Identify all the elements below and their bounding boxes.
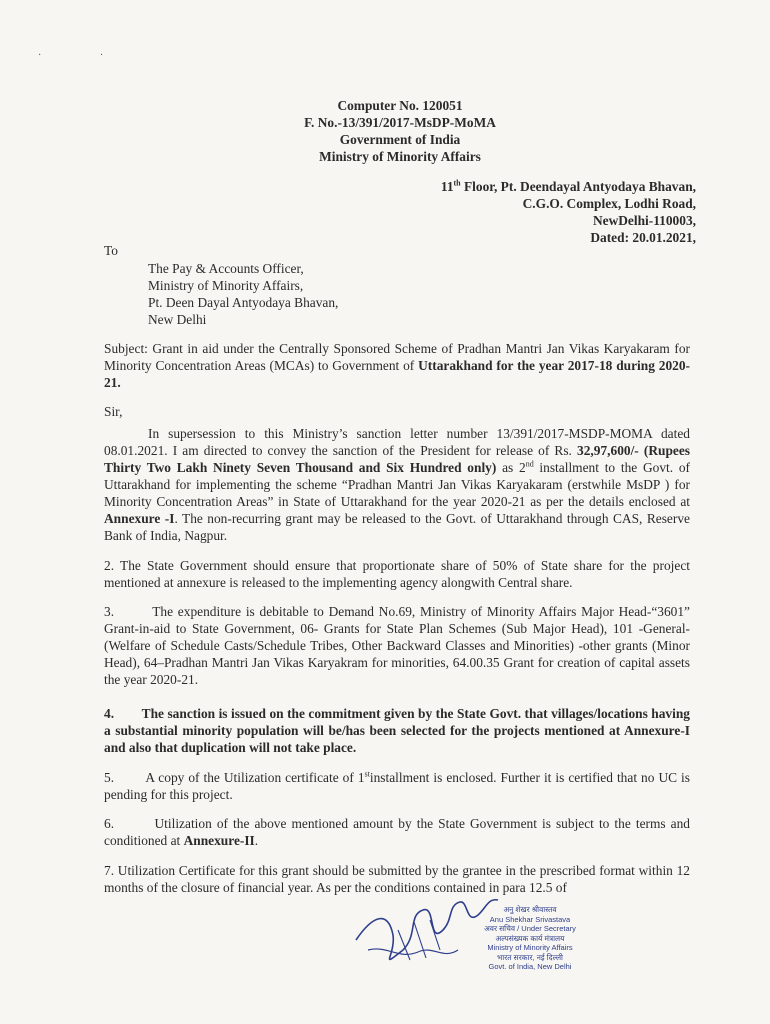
paragraph-6: 6. Utilization of the above mentioned amount by the State Government is subject to the terms and conditioned at Annexure-II.	[104, 816, 694, 848]
computer-number: Computer No. 120051	[337, 98, 463, 113]
paragraph-1: In supersession to this Ministry’s sanction letter number 13/391/2017-MSDP-MOMA dated 08.01.2021. I am directed to convey the sanction of the President for release of Rs. 32,97,600/- (Rupees Thirty Two Lakh Ninety Seven Thousand and Six Hundred only) as 2nd installment to the Govt. of Uttarakhand for implementing the scheme “Pradhan Mantri Jan Vikas Karyakaram (erstwhile MsDP ) for Minority Concentration Areas” in State of Uttarakhand for the year 2020-21 as per the details enclosed at Annexure -I. The non-recurring grant may be released to the Govt. of Uttarakhand through CAS, Reserve Bank of India, Nagpur.	[104, 426, 690, 543]
address-line-1: 11th Floor, Pt. Deendayal Antyodaya Bhavan,	[440, 178, 696, 194]
sender-address	[441, 178, 696, 246]
letter-date: Dated: 20.01.2021,	[590, 230, 696, 245]
stamp-name: Anu Shekhar Srivastava	[489, 914, 571, 924]
paragraph-7: 7. Utilization Certificate for this grant should be submitted by the grantee in the prescribed format within 12 months of the closure of financial year. As per the conditions contained in para 12.5 of	[104, 863, 690, 895]
to-label: To	[104, 243, 118, 258]
stamp-govt-hindi: भारत सरकार, नई दिल्ली	[497, 952, 563, 962]
stamp-ministry: Ministry of Minority Affairs	[487, 943, 573, 952]
recipient-address	[148, 260, 338, 328]
recipient-line: Ministry of Minority Affairs,	[148, 278, 304, 293]
stamp-designation: अवर सचिव / Under Secretary	[484, 924, 576, 933]
paragraph-5: 5. A copy of the Utilization certificate of 1stinstallment is enclosed. Further it is certified that no UC is pending for this project.	[104, 769, 694, 802]
ministry-name: Ministry of Minority Affairs	[319, 149, 481, 164]
government-name: Government of India	[339, 132, 461, 147]
stamp-hindi-name: अनु शेखर श्रीवास्तव	[503, 905, 557, 914]
recipient-line: Pt. Deen Dayal Antyodaya Bhavan,	[148, 295, 339, 310]
address-line-3: NewDelhi-110003,	[592, 213, 696, 228]
official-stamp	[470, 905, 590, 972]
letter-header	[0, 97, 770, 165]
paragraph-2: 2. The State Government should ensure that proportionate share of 50% of State share for the project mentioned at annexure is released to the implementing agency alongwith Central share.	[104, 558, 690, 590]
address-line-2: C.G.O. Complex, Lodhi Road,	[522, 196, 696, 211]
paragraph-4: 4. The sanction is issued on the commitment given by the State Govt. that villages/locations having a substantial minority population will be/has been selected for the projects mentioned at Annexure-I and also that duplication will not take place.	[104, 706, 694, 755]
subject-line: Subject: Grant in aid under the Centrally Sponsored Scheme of Pradhan Mantri Jan Vikas Karyakaram for Minority Concentration Areas (MCAs) to Government of Uttarakhand for the year 2017-18 during 2020-21.	[104, 341, 690, 390]
scan-marks: · ·	[38, 50, 132, 61]
file-number: F. No.-13/391/2017-MsDP-MoMA	[304, 115, 496, 130]
paragraph-3: 3. The expenditure is debitable to Demand No.69, Ministry of Minority Affairs Major Head-“3601” Grant-in-aid to State Government, 06- Grants for State Plan Schemes (Sub Major Head), 101 -General-(Welfare of Schedule Casts/Schedule Tribes, Other Backward Classes and Minorities) -other grants (Minor Head), 64–Pradhan Mantri Jan Vikas Karyakram for minorities, 64.00.35 Grant for creation of capital assets the year 2020-21.	[104, 604, 694, 687]
stamp-ministry-hindi: अल्पसंख्यक कार्य मंत्रालय	[495, 933, 565, 943]
salutation: Sir,	[104, 404, 123, 419]
recipient-line: The Pay & Accounts Officer,	[148, 261, 304, 276]
stamp-govt: Govt. of India, New Delhi	[488, 962, 572, 971]
recipient-line: New Delhi	[148, 312, 207, 327]
